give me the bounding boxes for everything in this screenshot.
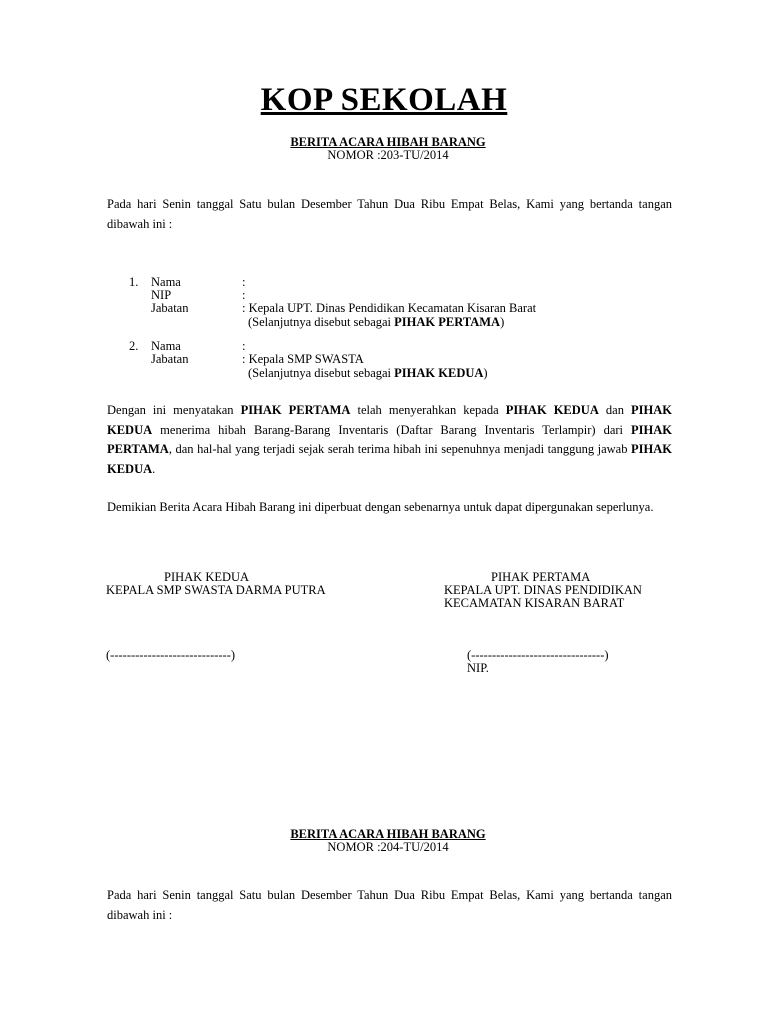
body-bold-5: PIHAK KEDUA	[107, 442, 672, 476]
party1-jabatan-label: Jabatan	[151, 301, 189, 315]
body-bold-2: PIHAK KEDUA	[505, 403, 599, 417]
sign-right-nip: NIP.	[467, 661, 489, 675]
party2-nama-value: :	[242, 339, 246, 353]
party1-number: 1.	[129, 275, 139, 289]
doc2-number: NOMOR :204-TU/2014	[327, 840, 449, 854]
body-bold-3: PIHAK KEDUA	[107, 403, 672, 437]
party2-note-bold: PIHAK KEDUA	[394, 366, 484, 380]
doc1-title: BERITA ACARA HIBAH BARANG	[290, 135, 486, 149]
body-bold-1: PIHAK PERTAMA	[240, 403, 351, 417]
sign-right-line: (--------------------------------)	[467, 648, 609, 662]
party2-designation-note	[248, 367, 488, 380]
sign-left-title: KEPALA SMP SWASTA DARMA PUTRA	[106, 583, 326, 597]
party1-nip-label: NIP	[151, 288, 172, 302]
sign-left-line: (-----------------------------)	[106, 648, 236, 662]
body-text-5: , dan hal-hal yang terjadi sejak serah terima hibah ini sepenuhnya menjadi tanggung jawab	[168, 442, 632, 456]
party2-note-prefix: (Selanjutnya disebut sebagai	[248, 366, 395, 380]
doc2-title: BERITA ACARA HIBAH BARANG	[290, 827, 486, 841]
party1-note-bold: PIHAK PERTAMA	[394, 315, 501, 329]
party1-designation-note	[248, 316, 504, 329]
sign-right-role: PIHAK PERTAMA	[491, 570, 591, 584]
party2-number: 2.	[129, 339, 139, 353]
body-text-1: Dengan ini menyatakan	[107, 403, 241, 417]
doc1-intro: Pada hari Senin tanggal Satu bulan Desember Tahun Dua Ribu Empat Belas, Kami yang bertanda tangan dibawah ini :	[107, 197, 672, 231]
body-text-6: .	[152, 461, 156, 476]
party1-nip-value: :	[242, 288, 246, 302]
sign-right-title-line2: KECAMATAN KISARAN BARAT	[444, 596, 625, 610]
party1-note-prefix: (Selanjutnya disebut sebagai	[248, 315, 395, 329]
letterhead-title: KOP SEKOLAH	[260, 82, 508, 118]
party2-jabatan-value: : Kepala SMP SWASTA	[242, 352, 364, 366]
sign-right-title-line1: KEPALA UPT. DINAS PENDIDIKAN	[444, 583, 642, 597]
party2-nama-label: Nama	[151, 339, 181, 353]
party1-note-suffix: )	[500, 315, 505, 329]
party2-jabatan-label: Jabatan	[151, 352, 189, 366]
party1-nama-value: :	[242, 275, 246, 289]
party1-nama-label: Nama	[151, 275, 181, 289]
body-text-4: menerima hibah Barang-Barang Inventaris (Daftar Barang Inventaris Terlampir) dari	[152, 422, 632, 437]
doc1-closing-paragraph: Demikian Berita Acara Hibah Barang ini diperbuat dengan sebenarnya untuk dapat dipergunakan seperlunya.	[107, 500, 654, 514]
sign-left-role: PIHAK KEDUA	[164, 570, 250, 584]
body-bold-4: PIHAK PERTAMA	[107, 422, 672, 456]
body-text-2: telah menyerahkan kepada	[350, 403, 506, 417]
party2-note-suffix: )	[483, 366, 488, 380]
body-text-3: dan	[598, 403, 632, 417]
doc1-number: NOMOR :203-TU/2014	[327, 148, 449, 162]
party1-jabatan-value: : Kepala UPT. Dinas Pendidikan Kecamatan Kisaran Barat	[242, 301, 537, 315]
doc1-body-paragraph	[107, 401, 672, 479]
doc2-intro: Pada hari Senin tanggal Satu bulan Desember Tahun Dua Ribu Empat Belas, Kami yang bertanda tangan dibawah ini :	[107, 888, 672, 922]
